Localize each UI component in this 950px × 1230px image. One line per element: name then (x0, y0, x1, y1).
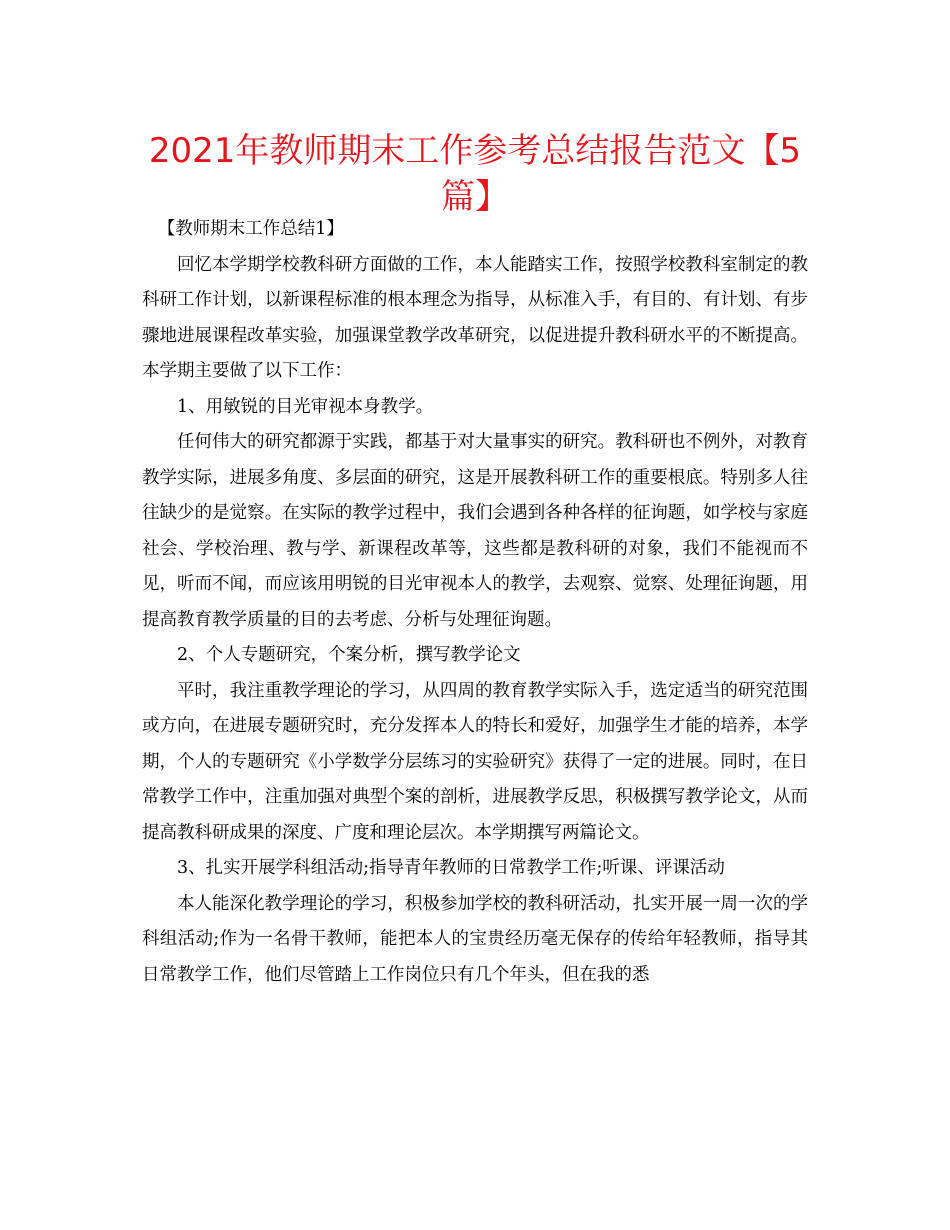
section-heading: 【教师期末工作总结1】 (157, 219, 344, 239)
paragraph: 本人能深化教学理论的学习，积极参加学校的教科研活动，扎实开展一周一次的学科组活动;作为一名骨干教师，能把本人的宝贵经历毫无保存的传给年轻教师，指导其日常教学工作，他们尽管踏上工作岗位只有几个年头，但在我的悉 (142, 893, 808, 985)
paragraph: 任何伟大的研究都源于实践，都基于对大量事实的研究。教科研也不例外，对教育教学实际，进展多角度、多层面的研究，这是开展教科研工作的重要根底。特别多人往往缺少的是觉察。在实际的教学过程中，我们会遇到各种各样的征询题，如学校与家庭社会、学校治理、教与学、新课程改革等，这些都是教科研的对象，我们不能视而不见，听而不闻，而应该用明锐的目光审视本人的教学，去观察、觉察、处理征询题，用提高教育教学质量的目的去考虑、分析与处理征询题。 (142, 432, 808, 630)
subheading: 1、用敏锐的目光审视本身教学。 (177, 396, 434, 417)
paragraph: 回忆本学期学校教科研方面做的工作，本人能踏实工作，按照学校教科室制定的教科研工作计划，以新课程标准的根本理念为指导，从标准入手，有目的、有计划、有步骤地进展课程改革实验，加强课堂教学改革研究，以促进提升教科研水平的不断提高。本学期主要做了以下工作： (142, 254, 808, 381)
document-body (142, 212, 808, 993)
subheading: 2、个人专题研究，个案分析，撰写教学论文 (177, 645, 521, 665)
paragraph: 平时，我注重教学理论的学习，从四周的教育教学实际入手，选定适当的研究范围或方向，在进展专题研究时，充分发挥本人的特长和爱好，加强学生才能的培养，本学期，个人的专题研究《小学数学分层练习的实验研究》获得了一定的进展。同时，在日常教学工作中，注重加强对典型个案的剖析，进展教学反思，积极撰写教学论文，从而提高教科研成果的深度、广度和理论层次。本学期撰写两篇论文。 (142, 680, 808, 843)
subheading: 3、扎实开展学科组活动;指导青年教师的日常教学工作;听课、评课活动 (177, 858, 725, 878)
document-title: 2021年教师期末工作参考总结报告范文【5篇】 (148, 131, 802, 217)
